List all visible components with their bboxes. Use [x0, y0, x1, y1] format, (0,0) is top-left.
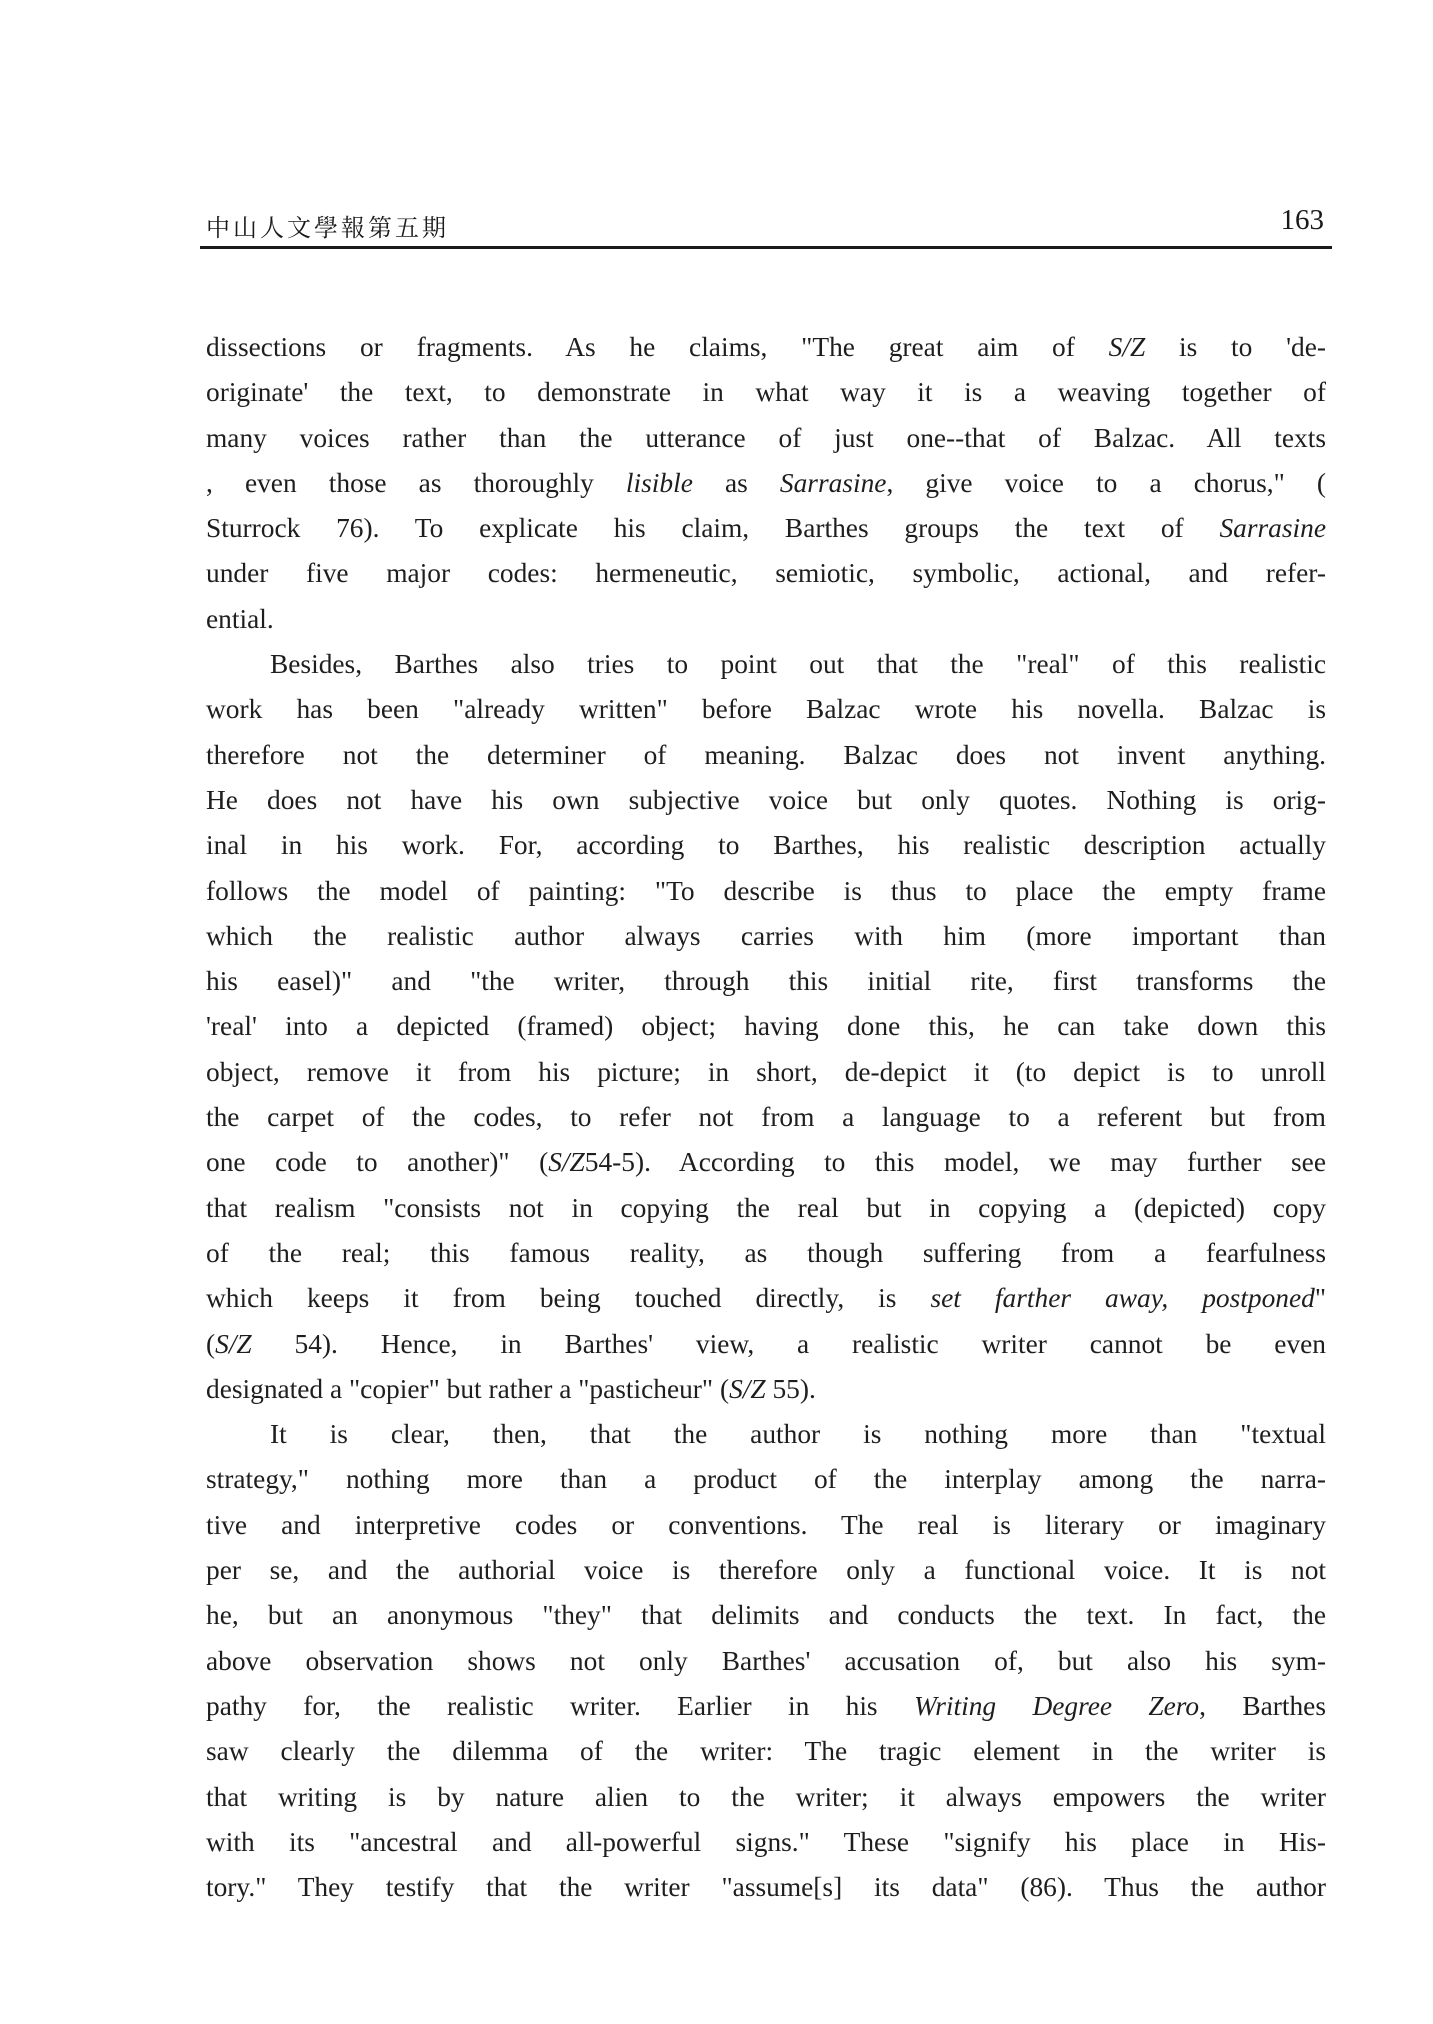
text-line: per se, and the authorial voice is therefore only a functional voice. It is not: [206, 1555, 1326, 1586]
text-line: ential.: [206, 603, 274, 634]
text-line: that realism "consists not in copying the real but in copying a (depicted) copy: [206, 1192, 1326, 1223]
text-line: with its "ancestral and all-powerful signs." These "signify his place in His-: [206, 1826, 1326, 1857]
text-line: saw clearly the dilemma of the writer: The tragic element in the writer is: [206, 1736, 1326, 1767]
text-line: pathy for, the realistic writer. Earlier in his Writing Degree Zero, Barthes: [206, 1690, 1326, 1721]
text-line: object, remove it from his picture; in short, de-depict it (to depict is to unroll: [206, 1056, 1326, 1087]
text-line: It is clear, then, that the author is nothing more than "textual: [270, 1419, 1326, 1450]
text-line: which the realistic author always carries with him (more important than: [206, 920, 1326, 951]
page-number: 163: [1280, 204, 1324, 236]
text-line: the carpet of the codes, to refer not from a language to a referent but from: [206, 1102, 1326, 1133]
text-line: that writing is by nature alien to the writer; it always empowers the writer: [206, 1781, 1326, 1812]
text-line: follows the model of painting: "To describe is thus to place the empty frame: [206, 875, 1326, 906]
text-line: originate' the text, to demonstrate in what way it is a weaving together of: [206, 377, 1326, 408]
text-line: of the real; this famous reality, as though suffering from a fearfulness: [206, 1237, 1326, 1268]
text-line: tory." They testify that the writer "assume[s] its data" (86). Thus the author: [206, 1872, 1326, 1903]
text-line: therefore not the determiner of meaning. Balzac does not invent anything.: [206, 739, 1326, 770]
text-line: above observation shows not only Barthes' accusation of, but also his sym-: [206, 1645, 1326, 1676]
text-line: dissections or fragments. As he claims, "The great aim of S/Z is to 'de-: [206, 332, 1326, 362]
text-line: inal in his work. For, according to Barthes, his realistic description actually: [206, 830, 1326, 861]
running-header: [200, 200, 1332, 246]
text-line: under five major codes: hermeneutic, semiotic, symbolic, actional, and refer-: [206, 558, 1326, 589]
text-line: Besides, Barthes also tries to point out that the "real" of this realistic: [270, 649, 1326, 680]
text-line: tive and interpretive codes or conventions. The real is literary or imaginary: [206, 1509, 1326, 1540]
body-text: [206, 325, 1326, 1910]
text-line: , even those as thoroughly lisible as Sarrasine, give voice to a chorus," (: [206, 467, 1327, 498]
text-line: (S/Z 54). Hence, in Barthes' view, a realistic writer cannot be even: [206, 1328, 1326, 1359]
text-line: He does not have his own subjective voice but only quotes. Nothing is orig-: [206, 784, 1326, 815]
text-line: he, but an anonymous "they" that delimits and conducts the text. In fact, the: [206, 1600, 1326, 1631]
text-line: work has been "already written" before Balzac wrote his novella. Balzac is: [206, 694, 1326, 725]
text-line: many voices rather than the utterance of just one--that of Balzac. All texts: [206, 422, 1326, 453]
text-line: 'real' into a depicted (framed) object; having done this, he can take down this: [206, 1011, 1326, 1042]
text-line: one code to another)" (S/Z54-5). According to this model, we may further see: [206, 1147, 1326, 1178]
text-line: Sturrock 76). To explicate his claim, Barthes groups the text of Sarrasine: [206, 513, 1326, 544]
text-line: designated a "copier" but rather a "pasticheur" (S/Z 55).: [206, 1373, 816, 1404]
header-rule: [200, 246, 1332, 249]
text-line: his easel)" and "the writer, through this initial rite, first transforms the: [206, 966, 1326, 997]
journal-title: 中山人文學報第五期: [206, 214, 449, 242]
text-line: strategy," nothing more than a product of the interplay among the narra-: [206, 1464, 1326, 1495]
text-line: which keeps it from being touched directly, is set farther away, postponed": [206, 1283, 1326, 1314]
